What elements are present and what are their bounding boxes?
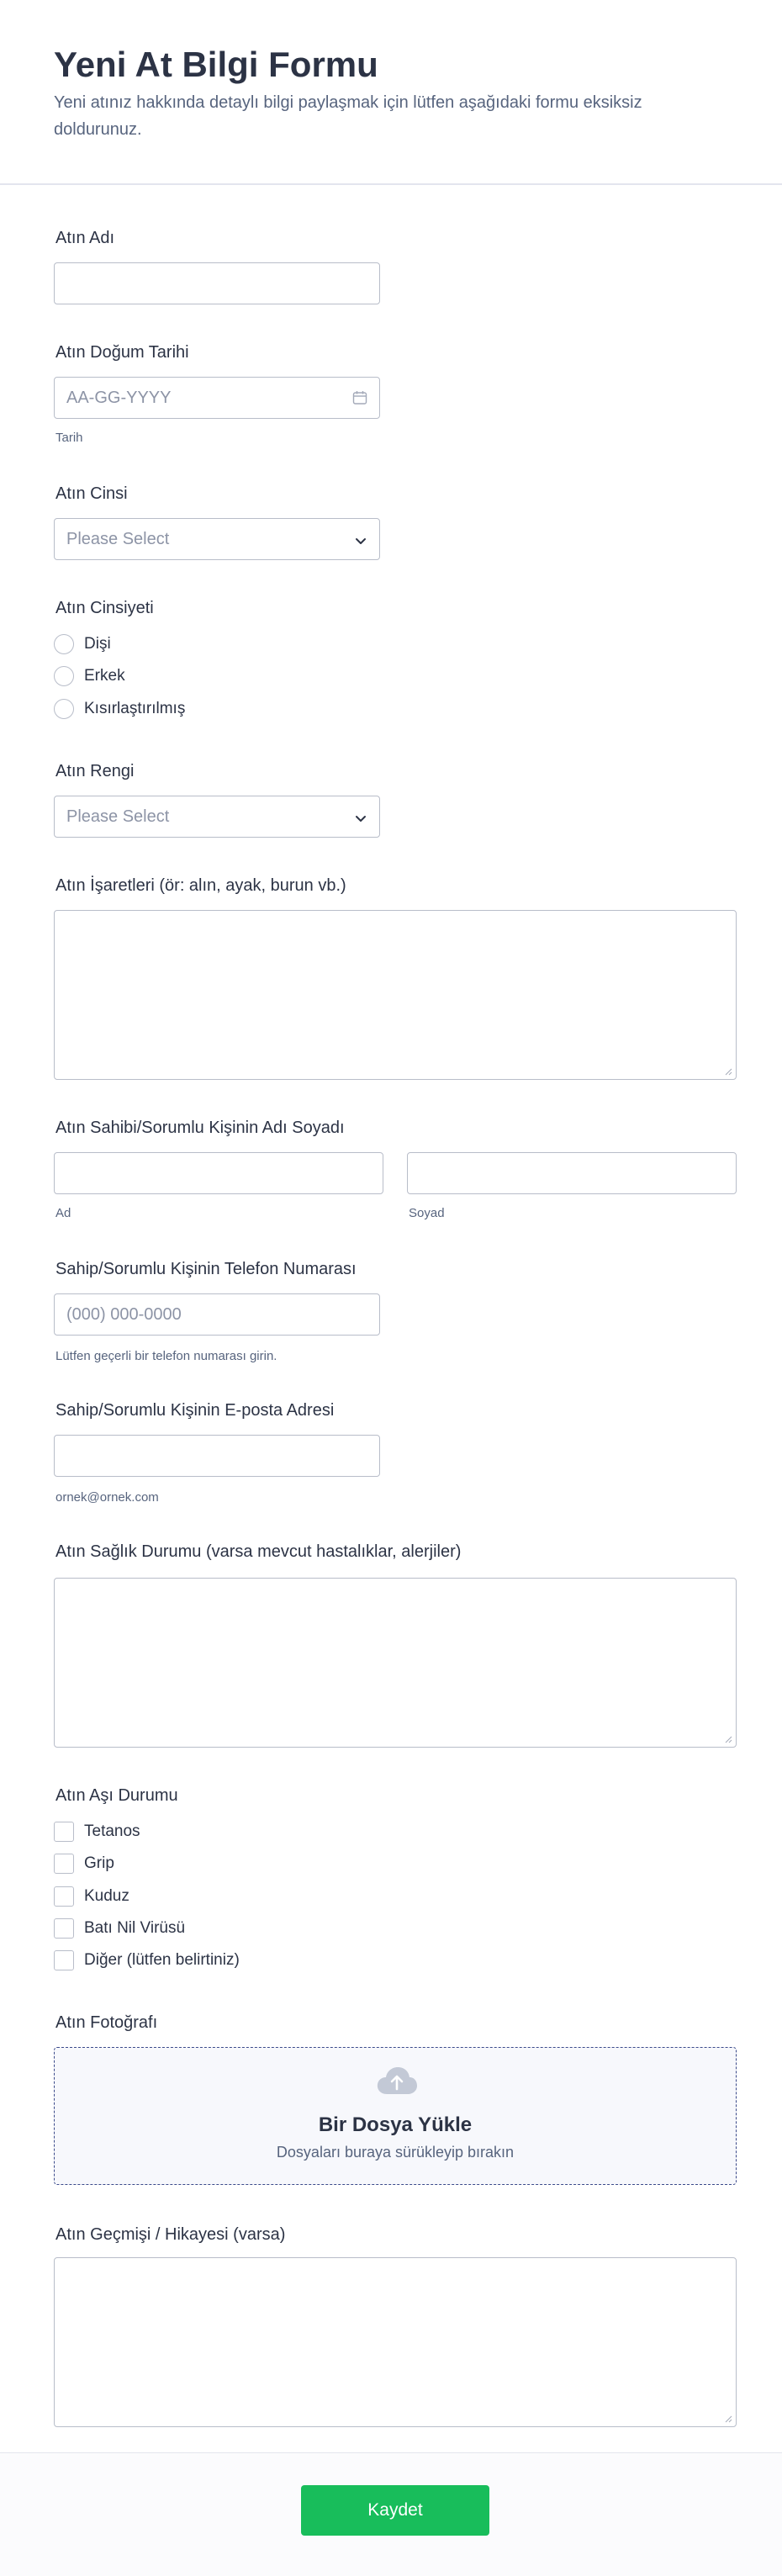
checkbox[interactable] [54,1918,74,1939]
birth-date-placeholder: AA-GG-YYYY [66,388,172,407]
vaccine-option[interactable] [54,1885,129,1908]
phone-placeholder: (000) 000-0000 [66,1304,182,1324]
birth-date-sublabel: Tarih [55,431,83,445]
gender-option[interactable] [54,632,111,656]
history-label: Atın Geçmişi / Hikayesi (varsa) [55,2225,286,2244]
gender-label: Atın Cinsiyeti [55,599,154,617]
vaccine-option-label: Tetanos [84,1822,140,1840]
photo-label: Atın Fotoğrafı [55,2013,158,2032]
upload-title: Bir Dosya Yükle [318,2113,473,2136]
resize-handle-icon[interactable] [724,1067,732,1076]
gender-option-label: Erkek [84,667,125,685]
birth-date-label: Atın Doğum Tarihi [55,343,189,362]
owner-email-label: Sahip/Sorumlu Kişinin E-posta Adresi [55,1401,335,1420]
owner-name-label: Atın Sahibi/Sorumlu Kişinin Adı Soyadı [55,1119,345,1137]
vaccine-option[interactable] [54,1917,185,1940]
color-select[interactable] [54,796,380,838]
cloud-upload-icon [376,2066,418,2097]
owner-first-name-input[interactable] [54,1152,383,1194]
breed-label: Atın Cinsi [55,484,128,503]
first-name-sublabel: Ad [55,1206,71,1220]
radio-button[interactable] [54,634,74,654]
submit-button[interactable]: Kaydet [301,2485,489,2536]
markings-textarea[interactable] [54,910,737,1080]
chevron-down-icon [354,812,367,825]
vaccine-option[interactable] [54,1949,240,1972]
upload-subtitle: Dosyaları buraya sürükleyip bırakın [276,2144,515,2161]
checkbox[interactable] [54,1950,74,1970]
email-sublabel: ornek@ornek.com [55,1490,159,1505]
owner-phone-input[interactable] [54,1293,380,1336]
vaccine-option-label: Diğer (lütfen belirtiniz) [84,1951,240,1969]
file-upload-dropzone[interactable] [54,2047,737,2185]
vaccine-option-label: Batı Nil Virüsü [84,1919,186,1937]
breed-select[interactable] [54,518,380,560]
form-subtitle: Yeni atınız hakkında detaylı bilgi paylaşmak için lütfen aşağıdaki formu eksiksiz doldurunuz. [54,93,642,139]
vaccine-option-label: Grip [84,1854,114,1872]
vaccine-option[interactable] [54,1820,140,1843]
radio-button[interactable] [54,699,74,719]
gender-option-label: Kısırlaştırılmış [84,700,186,717]
phone-sublabel: Lütfen geçerli bir telefon numarası girin. [55,1349,277,1363]
form-title: Yeni At Bilgi Formu [54,45,378,84]
form-footer [0,2452,782,2576]
health-label: Atın Sağlık Durumu (varsa mevcut hastalıklar, alerjiler) [55,1542,462,1561]
gender-option[interactable] [54,697,185,721]
vaccine-option[interactable] [54,1852,114,1875]
health-textarea[interactable] [54,1578,737,1748]
owner-phone-label: Sahip/Sorumlu Kişinin Telefon Numarası [55,1260,357,1278]
checkbox[interactable] [54,1854,74,1874]
last-name-sublabel: Soyad [409,1206,445,1220]
chevron-down-icon [354,534,367,547]
horse-name-label: Atın Adı [55,229,115,247]
vaccine-option-label: Kuduz [84,1887,129,1905]
calendar-icon[interactable] [352,390,367,405]
form-header [0,0,782,185]
gender-option-label: Dişi [84,635,111,653]
color-label: Atın Rengi [55,762,135,780]
breed-selected-value: Please Select [66,529,170,548]
checkbox[interactable] [54,1886,74,1907]
horse-name-input[interactable] [54,262,380,304]
owner-email-input[interactable] [54,1435,380,1477]
markings-label: Atın İşaretleri (ör: alın, ayak, burun vb.) [55,876,346,895]
color-selected-value: Please Select [66,807,170,826]
resize-handle-icon[interactable] [724,2415,732,2423]
checkbox[interactable] [54,1822,74,1842]
gender-option[interactable] [54,664,125,688]
history-textarea[interactable] [54,2257,737,2427]
owner-last-name-input[interactable] [407,1152,737,1194]
birth-date-input[interactable] [54,377,380,419]
resize-handle-icon[interactable] [724,1735,732,1743]
radio-button[interactable] [54,666,74,686]
vaccines-label: Atın Aşı Durumu [55,1786,178,1805]
